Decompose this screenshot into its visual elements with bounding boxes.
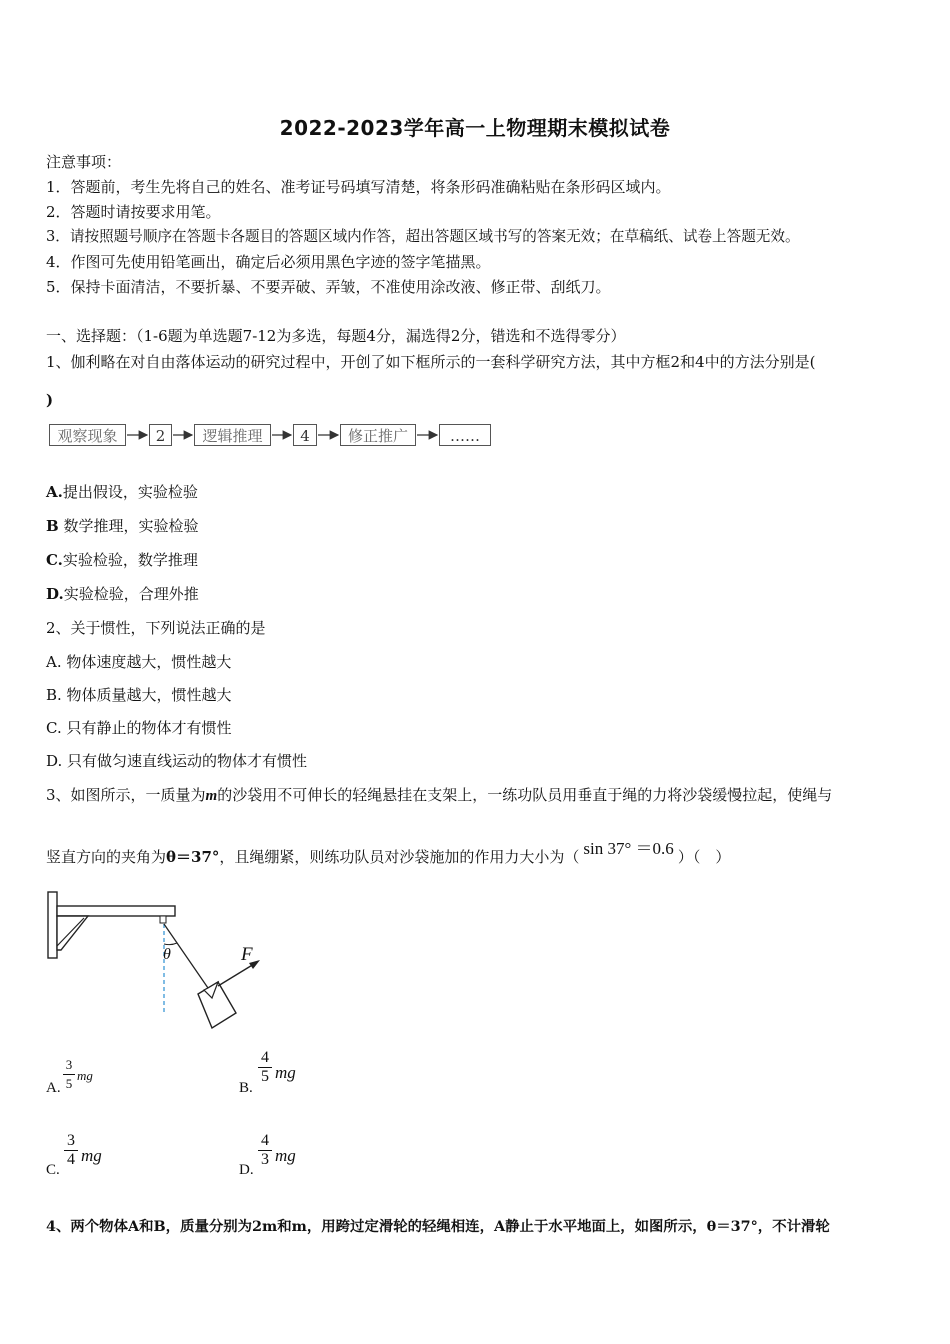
q1-option-a[interactable] [46,482,198,502]
option-text: 实验检验，合理外推 [63,585,199,603]
theta-label: θ [163,946,171,963]
flow-arrows [0,0,520,460]
flow-box-2: 2 [149,424,172,446]
numerator: 4 [261,1049,269,1066]
q3-line2-b: ，且绳绷紧，则练功队员对沙袋施加的作用力大小为（ [219,848,580,866]
fraction [63,1057,75,1092]
q3-stem-b: 的沙袋用不可伸长的轻绳悬挂在支架上，一练功队员用垂直于绳的力将沙袋缓慢拉起，使绳与 [217,786,833,804]
q1-stem-end: ) [46,391,54,409]
numerator: 3 [67,1132,75,1149]
flow-box-correct: 修正推广 [340,424,416,446]
option-text: 实验检验，数学推理 [62,551,198,569]
q2-option-a[interactable]: A. 物体速度越大，惯性越大 [46,653,232,671]
q1-option-c[interactable] [46,550,198,570]
unit: mg [275,1063,296,1082]
notice-item: 3．请按照题号顺序在答题卡各题目的答题区域内作答，超出答题区域书写的答案无效；在草稿纸、试卷上答题无效。 [46,228,800,245]
force-arrow [218,964,254,986]
notice-item: 5．保持卡面清洁，不要折暴、不要弄破、弄皱，不准使用涂改液、修正带、刮纸刀。 [46,278,611,296]
q3-line2-c: ）（ ） [677,848,731,866]
q2-option-b[interactable]: B. 物体质量越大，惯性越大 [46,686,232,704]
q4-stem: 4、两个物体A和B，质量分别为2m和m，用跨过定滑轮的轻绳相连，A静止于水平地面上，如图所示，θ＝37°，不计滑轮 [46,1218,830,1235]
denominator: 5 [65,1076,73,1091]
sandbag [198,982,236,1028]
option-label: A. [46,483,63,501]
wall [48,892,57,958]
force-label: F [241,944,253,965]
flow-box-etc: …… [439,424,491,446]
section-heading: 一、选择题：（1-6题为单选题7-12为多选，每题4分，漏选得2分，错选和不选得零分） [46,327,626,345]
denominator: 3 [261,1151,269,1168]
q3-stem [46,785,832,806]
option-label: C. [46,551,63,569]
q1-option-d[interactable] [46,584,199,604]
q2-stem: 2、关于惯性，下列说法正确的是 [46,619,266,637]
q1-option-b[interactable] [46,516,198,536]
q3-theta-eq: θ＝37° [166,848,220,866]
q1-stem: 1、伽利略在对自由落体运动的研究过程中，开创了如下框所示的一套科学研究方法，其中方框2和4中的方法分别是( [46,353,816,371]
notice-item: 4．作图可先使用铅笔画出，确定后必须用黑色字迹的签字笔描黑。 [46,253,491,271]
flow-box-logic: 逻辑推理 [194,424,271,446]
fraction [258,1133,272,1168]
q3-line2-a: 竖直方向的夹角为 [46,848,167,866]
unit: mg [275,1146,296,1165]
page-title: 2022-2023学年高一上物理期末模拟试卷 [279,116,671,140]
q2-option-c[interactable]: C. 只有静止的物体才有惯性 [46,719,232,737]
denominator: 4 [67,1151,75,1168]
notice-item: 2．答题时请按要求用笔。 [46,203,221,221]
option-text: 数学推理，实验检验 [58,517,199,535]
option-text: 提出假设，实验检验 [62,483,198,501]
option-label: B. [239,1080,253,1096]
q3-stem-line2 [46,839,731,867]
q3-mass: m [205,788,218,804]
option-label: A. [46,1080,61,1096]
q3-stem-a: 3、如图所示，一质量为 [46,786,206,804]
angle-arc [164,943,177,945]
option-label: D. [239,1162,254,1178]
brace [57,916,88,950]
option-label: B [46,517,59,535]
fraction [64,1133,78,1168]
flow-box-4: 4 [293,424,317,446]
fraction [258,1050,272,1085]
q3-sin-expr: sin 37° ＝0.6 [583,839,674,858]
support-beam [57,906,175,916]
unit: mg [77,1068,93,1083]
flow-box-observe: 观察现象 [49,424,126,446]
hook [160,916,166,923]
option-label: C. [46,1162,60,1178]
q2-option-d[interactable]: D. 只有做匀速直线运动的物体才有惯性 [46,752,308,770]
numerator: 4 [261,1132,269,1149]
denominator: 5 [261,1068,269,1085]
unit: mg [81,1146,102,1165]
notice-item: 1．答题前，考生先将自己的姓名、准考证号码填写清楚，将条形码准确粘贴在条形码区域内。 [46,178,671,196]
notice-heading: 注意事项： [46,153,122,171]
numerator: 3 [65,1057,73,1072]
option-label: D. [46,585,64,603]
